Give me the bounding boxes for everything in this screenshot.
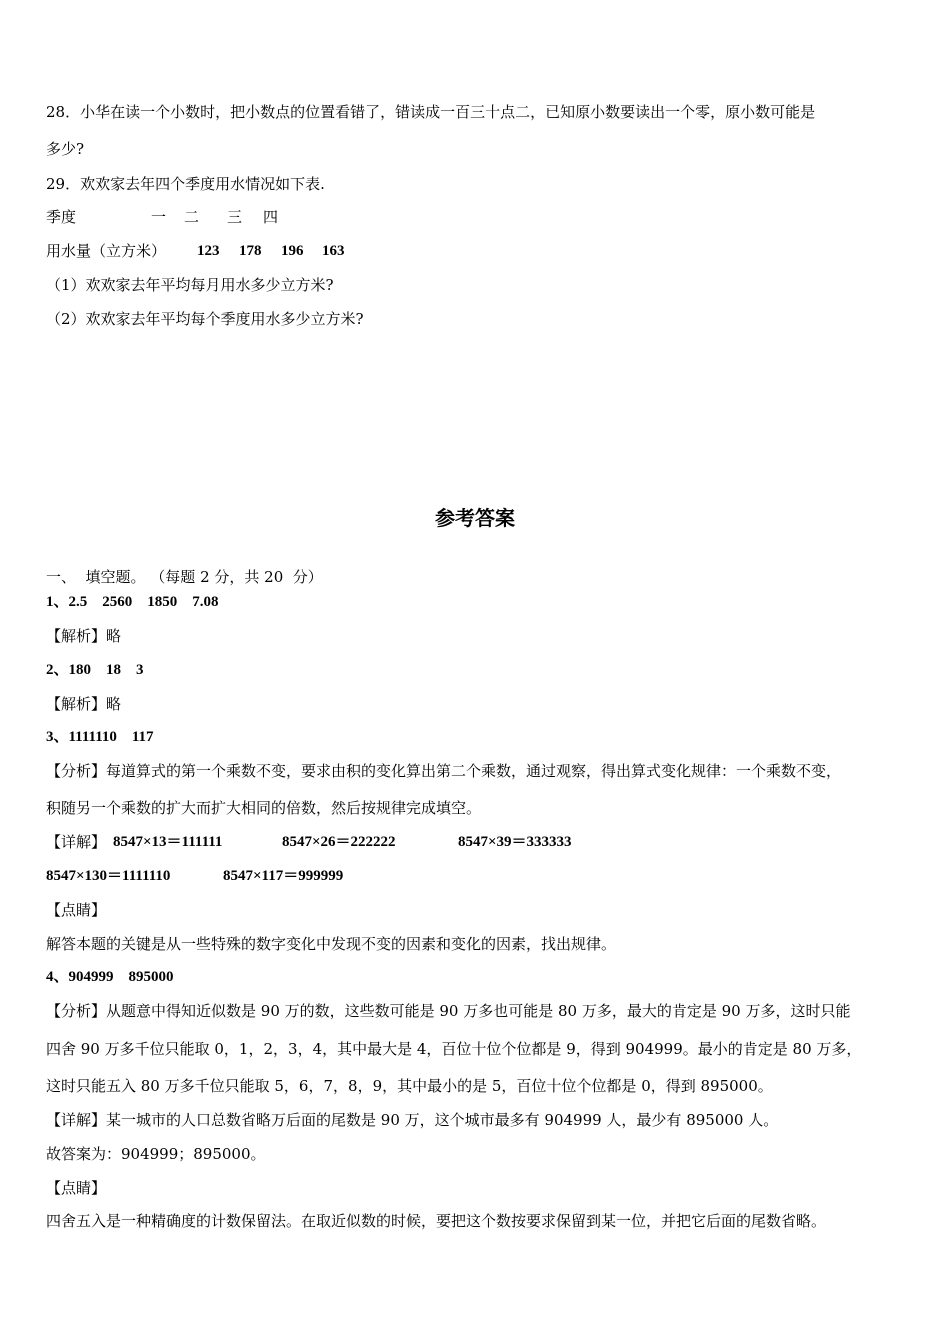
q29-part1: （1）欢欢家去年平均每月用水多少立方米? bbox=[46, 276, 334, 294]
q28-line1: 28．小华在读一个小数时，把小数点的位置看错了，错读成一百三十点二，已知原小数要读出一个零，原小数可能是 bbox=[46, 103, 816, 121]
answer-3-analysis-l1: 【分析】每道算式的第一个乘数不变，要求由积的变化算出第二个乘数，通过观察，得出算式变化规律：一个乘数不变， bbox=[46, 762, 842, 780]
table-header-label: 季度 bbox=[46, 208, 77, 226]
q28-line2: 多少? bbox=[46, 140, 85, 158]
value-3: 196 bbox=[281, 243, 304, 259]
answer-2: 2、180 18 3 bbox=[46, 662, 144, 678]
answer-4-point-text: 四舍五入是一种精确度的计数保留法。在取近似数的时候，要把这个数按要求保留到某一位，并把它后面的尾数省略。 bbox=[46, 1212, 827, 1230]
value-1: 123 bbox=[197, 243, 220, 259]
answer-3-detail-label: 【详解】 bbox=[46, 833, 107, 851]
quarter-3: 三 bbox=[227, 208, 243, 226]
quarter-1: 一 bbox=[151, 208, 167, 226]
answer-3-detail-2: 8547×26＝222222 bbox=[282, 834, 396, 850]
answer-1-analysis: 【解析】略 bbox=[46, 627, 122, 645]
answer-3-detail-1: 8547×13＝111111 bbox=[113, 834, 223, 850]
answer-4-detail: 【详解】某一城市的人口总数省略万后面的尾数是 90 万，这个城市最多有 904999 人，最少有 895000 人。 bbox=[46, 1111, 779, 1129]
answer-4-analysis-l2: 四舍 90 万多千位只能取 0，1，2，3，4，其中最大是 4，百位十位个位都是 9，得到 904999。最小的肯定是 80 万多， bbox=[46, 1040, 862, 1058]
answer-4-analysis-l3: 这时只能五入 80 万多千位只能取 5，6，7，8，9，其中最小的是 5，百位十位个位都是 0，得到 895000。 bbox=[46, 1077, 773, 1095]
answer-3-point: 【点睛】 bbox=[46, 901, 107, 919]
answer-3-point-text: 解答本题的关键是从一些特殊的数字变化中发现不变的因素和变化的因素，找出规律。 bbox=[46, 935, 617, 953]
answer-2-analysis: 【解析】略 bbox=[46, 695, 122, 713]
quarter-2: 二 bbox=[184, 208, 200, 226]
answer-3-detail-4: 8547×130＝1111110 bbox=[46, 868, 171, 884]
answer-3-analysis-l2: 积随另一个乘数的扩大而扩大相同的倍数，然后按规律完成填空。 bbox=[46, 799, 482, 817]
answer-3: 3、1111110 117 bbox=[46, 729, 154, 745]
answers-title: 参考答案 bbox=[435, 506, 515, 530]
answer-3-detail-5: 8547×117＝999999 bbox=[223, 868, 344, 884]
answer-4-point: 【点睛】 bbox=[46, 1179, 107, 1197]
answer-4-analysis-l1: 【分析】从题意中得知近似数是 90 万的数，这些数可能是 90 万多也可能是 80 万多，最大的肯定是 90 万多，这时只能 bbox=[46, 1002, 851, 1020]
quarter-4: 四 bbox=[263, 208, 279, 226]
table-row-label: 用水量（立方米） bbox=[46, 242, 167, 260]
q29-part2: （2）欢欢家去年平均每个季度用水多少立方米? bbox=[46, 310, 364, 328]
section-heading: 一、 填空题。 （每题 2 分，共 20 分） bbox=[46, 568, 323, 586]
answer-4: 4、904999 895000 bbox=[46, 969, 174, 985]
value-4: 163 bbox=[322, 243, 345, 259]
answer-1: 1、2.5 2560 1850 7.08 bbox=[46, 594, 219, 610]
answer-4-final: 故答案为：904999；895000。 bbox=[46, 1145, 266, 1163]
q29-intro: 29．欢欢家去年四个季度用水情况如下表. bbox=[46, 175, 325, 193]
answer-3-detail-3: 8547×39＝333333 bbox=[458, 834, 572, 850]
value-2: 178 bbox=[239, 243, 262, 259]
